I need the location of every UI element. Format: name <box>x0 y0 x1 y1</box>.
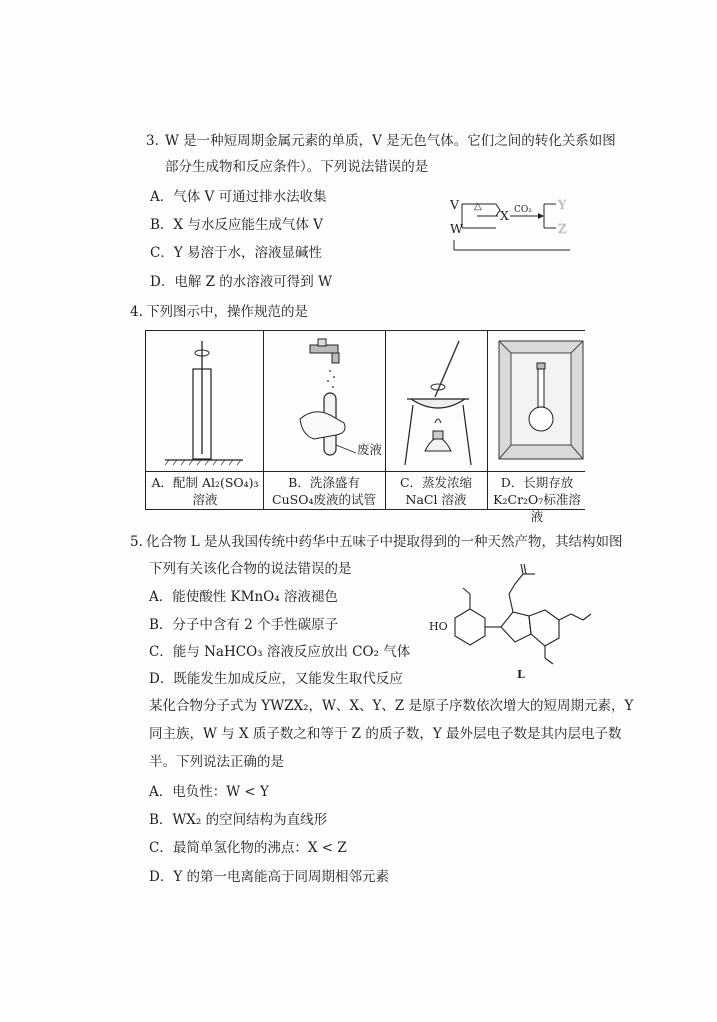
q3-stem-line1: W 是一种短周期金属元素的单质，V 是无色气体。它们之间的转化关系如图 <box>165 133 616 149</box>
q5-structure-l <box>425 560 595 685</box>
molecule-skeleton <box>425 560 595 685</box>
diagram-triangle: △ <box>474 201 482 212</box>
diagram-x: X <box>500 208 509 223</box>
q6-option-b[interactable]: B．WX₂ 的空间结构为直线形 <box>149 812 328 828</box>
q4-stem: 下列图示中，操作规范的是 <box>146 304 308 320</box>
q3-option-c[interactable]: C．Y 易溶于水，溶液显碱性 <box>150 245 323 261</box>
diagram-z: Z <box>558 221 567 236</box>
q3-conversion-diagram <box>440 190 590 260</box>
diagram-co2: CO₂ <box>514 205 532 215</box>
q3-option-a[interactable]: A．气体 V 可通过排水法收集 <box>150 189 327 205</box>
q4-caption-a[interactable]: A．配制 Al₂(SO₄)₃ 溶液 <box>151 475 259 507</box>
volumetric-flask-icon <box>495 337 587 467</box>
q4-caption-b[interactable]: B．洗涤盛有 CuSO₄废液的试管 <box>272 475 376 507</box>
graduated-cylinder-icon <box>155 339 255 467</box>
q5-stem-line1: 化合物 L 是从我国传统中药华中五味子中提取得到的一种天然产物，其结构如图 <box>146 534 623 550</box>
q3-option-d[interactable]: D．电解 Z 的水溶液可得到 W <box>150 274 332 290</box>
q4-apparatus-table <box>145 330 585 524</box>
q4-caption-c[interactable]: C．蒸发浓缩 NaCl 溶液 <box>399 475 473 507</box>
evaporation-setup-icon <box>395 339 481 469</box>
diagram-v: V <box>450 197 460 212</box>
q4-caption-d[interactable]: D．长期存放 K₂Cr₂O₇标准溶液 <box>493 475 581 524</box>
q3-number: 3. <box>146 133 159 149</box>
q6-option-d[interactable]: D．Y 的第一电离能高于同周期相邻元素 <box>149 869 390 885</box>
structure-l-label: L <box>517 668 525 681</box>
q5-option-a[interactable]: A．能使酸性 KMnO₄ 溶液褪色 <box>149 589 338 605</box>
q6-stem-line2: 同主族，W 与 X 质子数之和等于 Z 的质子数，Y 最外层电子数是其内层电子数 <box>149 726 622 742</box>
diagram-y: Y <box>558 197 567 212</box>
q5-option-b[interactable]: B．分子中含有 2 个手性碳原子 <box>149 617 339 633</box>
q5-number: 5. <box>130 534 143 550</box>
diagram-w: W <box>450 221 463 236</box>
q5-option-c[interactable]: C．能与 NaHCO₃ 溶液反应放出 CO₂ 气体 <box>149 644 411 660</box>
structure-ho-label: HO <box>429 620 448 633</box>
q6-stem-line3: 半。下列说法正确的是 <box>149 754 284 770</box>
q5-option-d[interactable]: D．既能发生加成反应，又能发生取代反应 <box>149 671 403 687</box>
q3-stem-line2: 部分生成物和反应条件）。下列说法错误的是 <box>165 159 429 175</box>
q4-number: 4. <box>130 304 143 320</box>
q5-stem-line2: 下列有关该化合物的说法错误的是 <box>149 561 352 577</box>
waste-liquid-label: 废液 <box>357 442 383 457</box>
q6-stem-line1: 某化合物分子式为 YWZX₂，W、X、Y、Z 是原子序数依次增大的短周期元素，Y <box>149 698 634 714</box>
q3-option-b[interactable]: B．X 与水反应能生成气体 V <box>150 217 323 233</box>
q6-option-c[interactable]: C．最简单氢化物的沸点：X < Z <box>149 840 347 856</box>
q6-option-a[interactable]: A．电负性：W < Y <box>149 784 269 800</box>
